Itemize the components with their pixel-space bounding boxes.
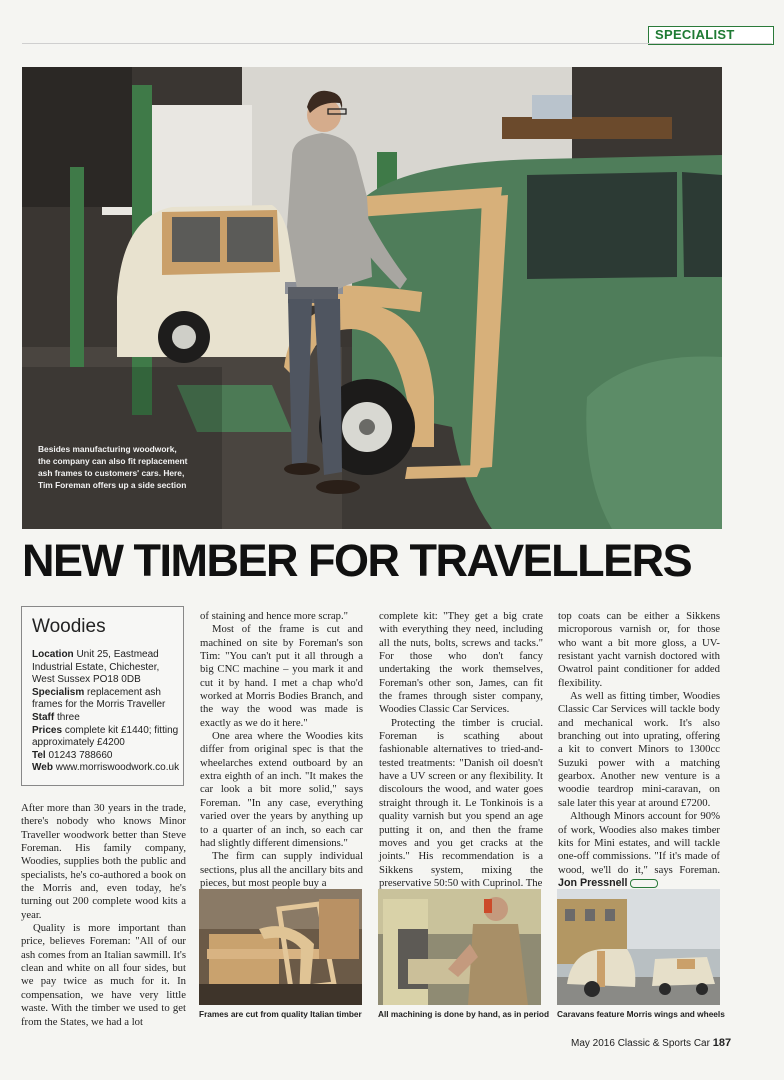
page-number: 187: [712, 1037, 732, 1049]
thumbnail-caption: Caravans feature Morris wings and wheels: [557, 1009, 725, 1019]
fact-location: [32, 649, 182, 687]
fact-value: 01243 788660: [48, 749, 113, 761]
fact-label: Web: [32, 762, 53, 774]
machining-illustration: [378, 889, 541, 1005]
thumbnail-caption: All machining is done by hand, as in period: [378, 1009, 550, 1019]
paragraph-text: Although Minors account for 90% of work, Woodies also makes timber kits for Mini estates, and will tackle one-off commissions. "If it's made of wood, we'll do it," says Foreman.: [558, 810, 720, 876]
fact-specialism: [32, 687, 182, 712]
page-footer: [571, 1037, 731, 1049]
fact-tel: [32, 750, 182, 763]
fact-value: complete kit £1440; fitting approximately £4200: [32, 724, 179, 749]
thumbnail-frames-photo: [199, 889, 362, 1005]
paragraph: One area where the Woodies kits differ from original spec is that the wheelarches extend outboard by an extra eighth of an inch. "It makes the car look a bit more solid," says Foreman. "In any case, everything varied over the years by anything up to a quarter of an inch, so each car had slightly different dimensions.": [200, 730, 363, 849]
fact-label: Staff: [32, 711, 55, 723]
fact-staff: [32, 712, 182, 725]
article-column-3: [379, 610, 543, 890]
hero-caption: Besides manufacturing woodwork, the company can also fit replacement ash frames to customers' cars. Here, Tim Foreman offers up a side section: [38, 444, 188, 490]
paragraph: of staining and hence more scrap.": [200, 610, 348, 622]
timber-frames-illustration: [199, 889, 362, 1005]
end-mark-icon: [630, 879, 658, 888]
paragraph: Most of the frame is cut and machined on site by Foreman's son Tim: "You can't put it all through a big CNC machine – you mark it and cut it by hand. I met a chap who'd worked at Morris Bodies Branch, and the way the wood was made is exactly as we do it here.": [200, 623, 363, 729]
paragraph: Protecting the timber is crucial. Foreman is scathing about fashionable alternatives to tried-and-tested treatments: "Danish oil doesn't have a UV screen or any flexibility. It discolours the wood, and water goes straight through it. Le Tonkinois is a quality varnish but you spend an age putting it on, and then the frame moves and you get cracks at the joints." His recommendation is a Sikkens system, mixing the preservative 50:50 with Cuprinol. The: [379, 716, 543, 889]
byline: Jon Pressnell: [558, 876, 628, 889]
fact-box-body: [32, 649, 182, 775]
fact-value: replacement ash frames for the Morris Traveller: [32, 686, 166, 711]
fact-box-title: Woodies: [32, 616, 106, 637]
thumbnail-caravan-photo: [557, 889, 720, 1005]
paragraph: top coats can be either a Sikkens microporous varnish or, for those who want a bit more gloss, a UV-resistant yacht varnish doctored with Owatrol paint conditioner for added flexibility.: [558, 610, 720, 689]
article-column-2: [200, 610, 363, 890]
fact-label: Prices: [32, 724, 63, 736]
fact-label: Tel: [32, 749, 46, 761]
article-column-4: [558, 610, 720, 890]
fact-label: Specialism: [32, 686, 85, 698]
section-tag-label: SPECIALIST: [655, 27, 735, 42]
paragraph: After more than 30 years in the trade, there's nobody who knows Minor Traveller woodwork better than Steve Foreman. His family company, Woodies, supplies both the public and specialists, he's co-authored a book on the Morris and, even today, he's turning out 200 complete wood kits a year.: [21, 802, 186, 921]
caravan-illustration: [557, 889, 720, 1005]
fact-label: Location: [32, 649, 74, 660]
fact-value: three: [57, 711, 80, 723]
magazine-name: Classic & Sports Car: [617, 1038, 710, 1049]
paragraph: complete kit: "They get a big crate with everything they need, including all the nuts, bolts, screws and tacks." For those who don't fancy undertaking the work themselves, Foreman's other son, James, can fit the frames through sister company, Woodies Classic Car Services.: [379, 610, 543, 716]
paragraph: The firm can supply individual sections, plus all the ancillary bits and pieces, but most people buy a: [200, 850, 363, 889]
article-headline: NEW TIMBER FOR TRAVELLERS: [22, 535, 692, 586]
article-column-1: [21, 802, 186, 1029]
fact-web: [32, 762, 182, 775]
fact-value: Unit 25, Eastmead Industrial Estate, Chichester, West Sussex PO18 0DB: [32, 649, 160, 686]
fact-box: [21, 606, 184, 786]
thumbnail-caption: Frames are cut from quality Italian timber: [199, 1009, 362, 1019]
header-rule: [22, 43, 772, 44]
paragraph: Quality is more important than price, believes Foreman: "All of our ash comes from an Italian sawmill. It's clean and white on all four sides, but we pay twice as much for it. In compensation, we have very little waste. With the timber we used to get from the States, we had a lot: [21, 922, 186, 1028]
issue-date: May 2016: [571, 1038, 615, 1049]
paragraph: As well as fitting timber, Woodies Classic Car Services will tackle body and mechanical work. It's also branching out into uprating, offering a kit to convert Minors to 1300cc Suzuki power with a matching gearbox. Another new venture is a woodie teardrop mini-caravan, on sale later this year at around £7200.: [558, 690, 720, 809]
hero-photo: [22, 67, 722, 529]
fact-prices: [32, 725, 182, 750]
paragraph: [558, 810, 720, 890]
thumbnail-machining-photo: [378, 889, 541, 1005]
fact-value: www.morriswoodwork.co.uk: [55, 762, 180, 774]
